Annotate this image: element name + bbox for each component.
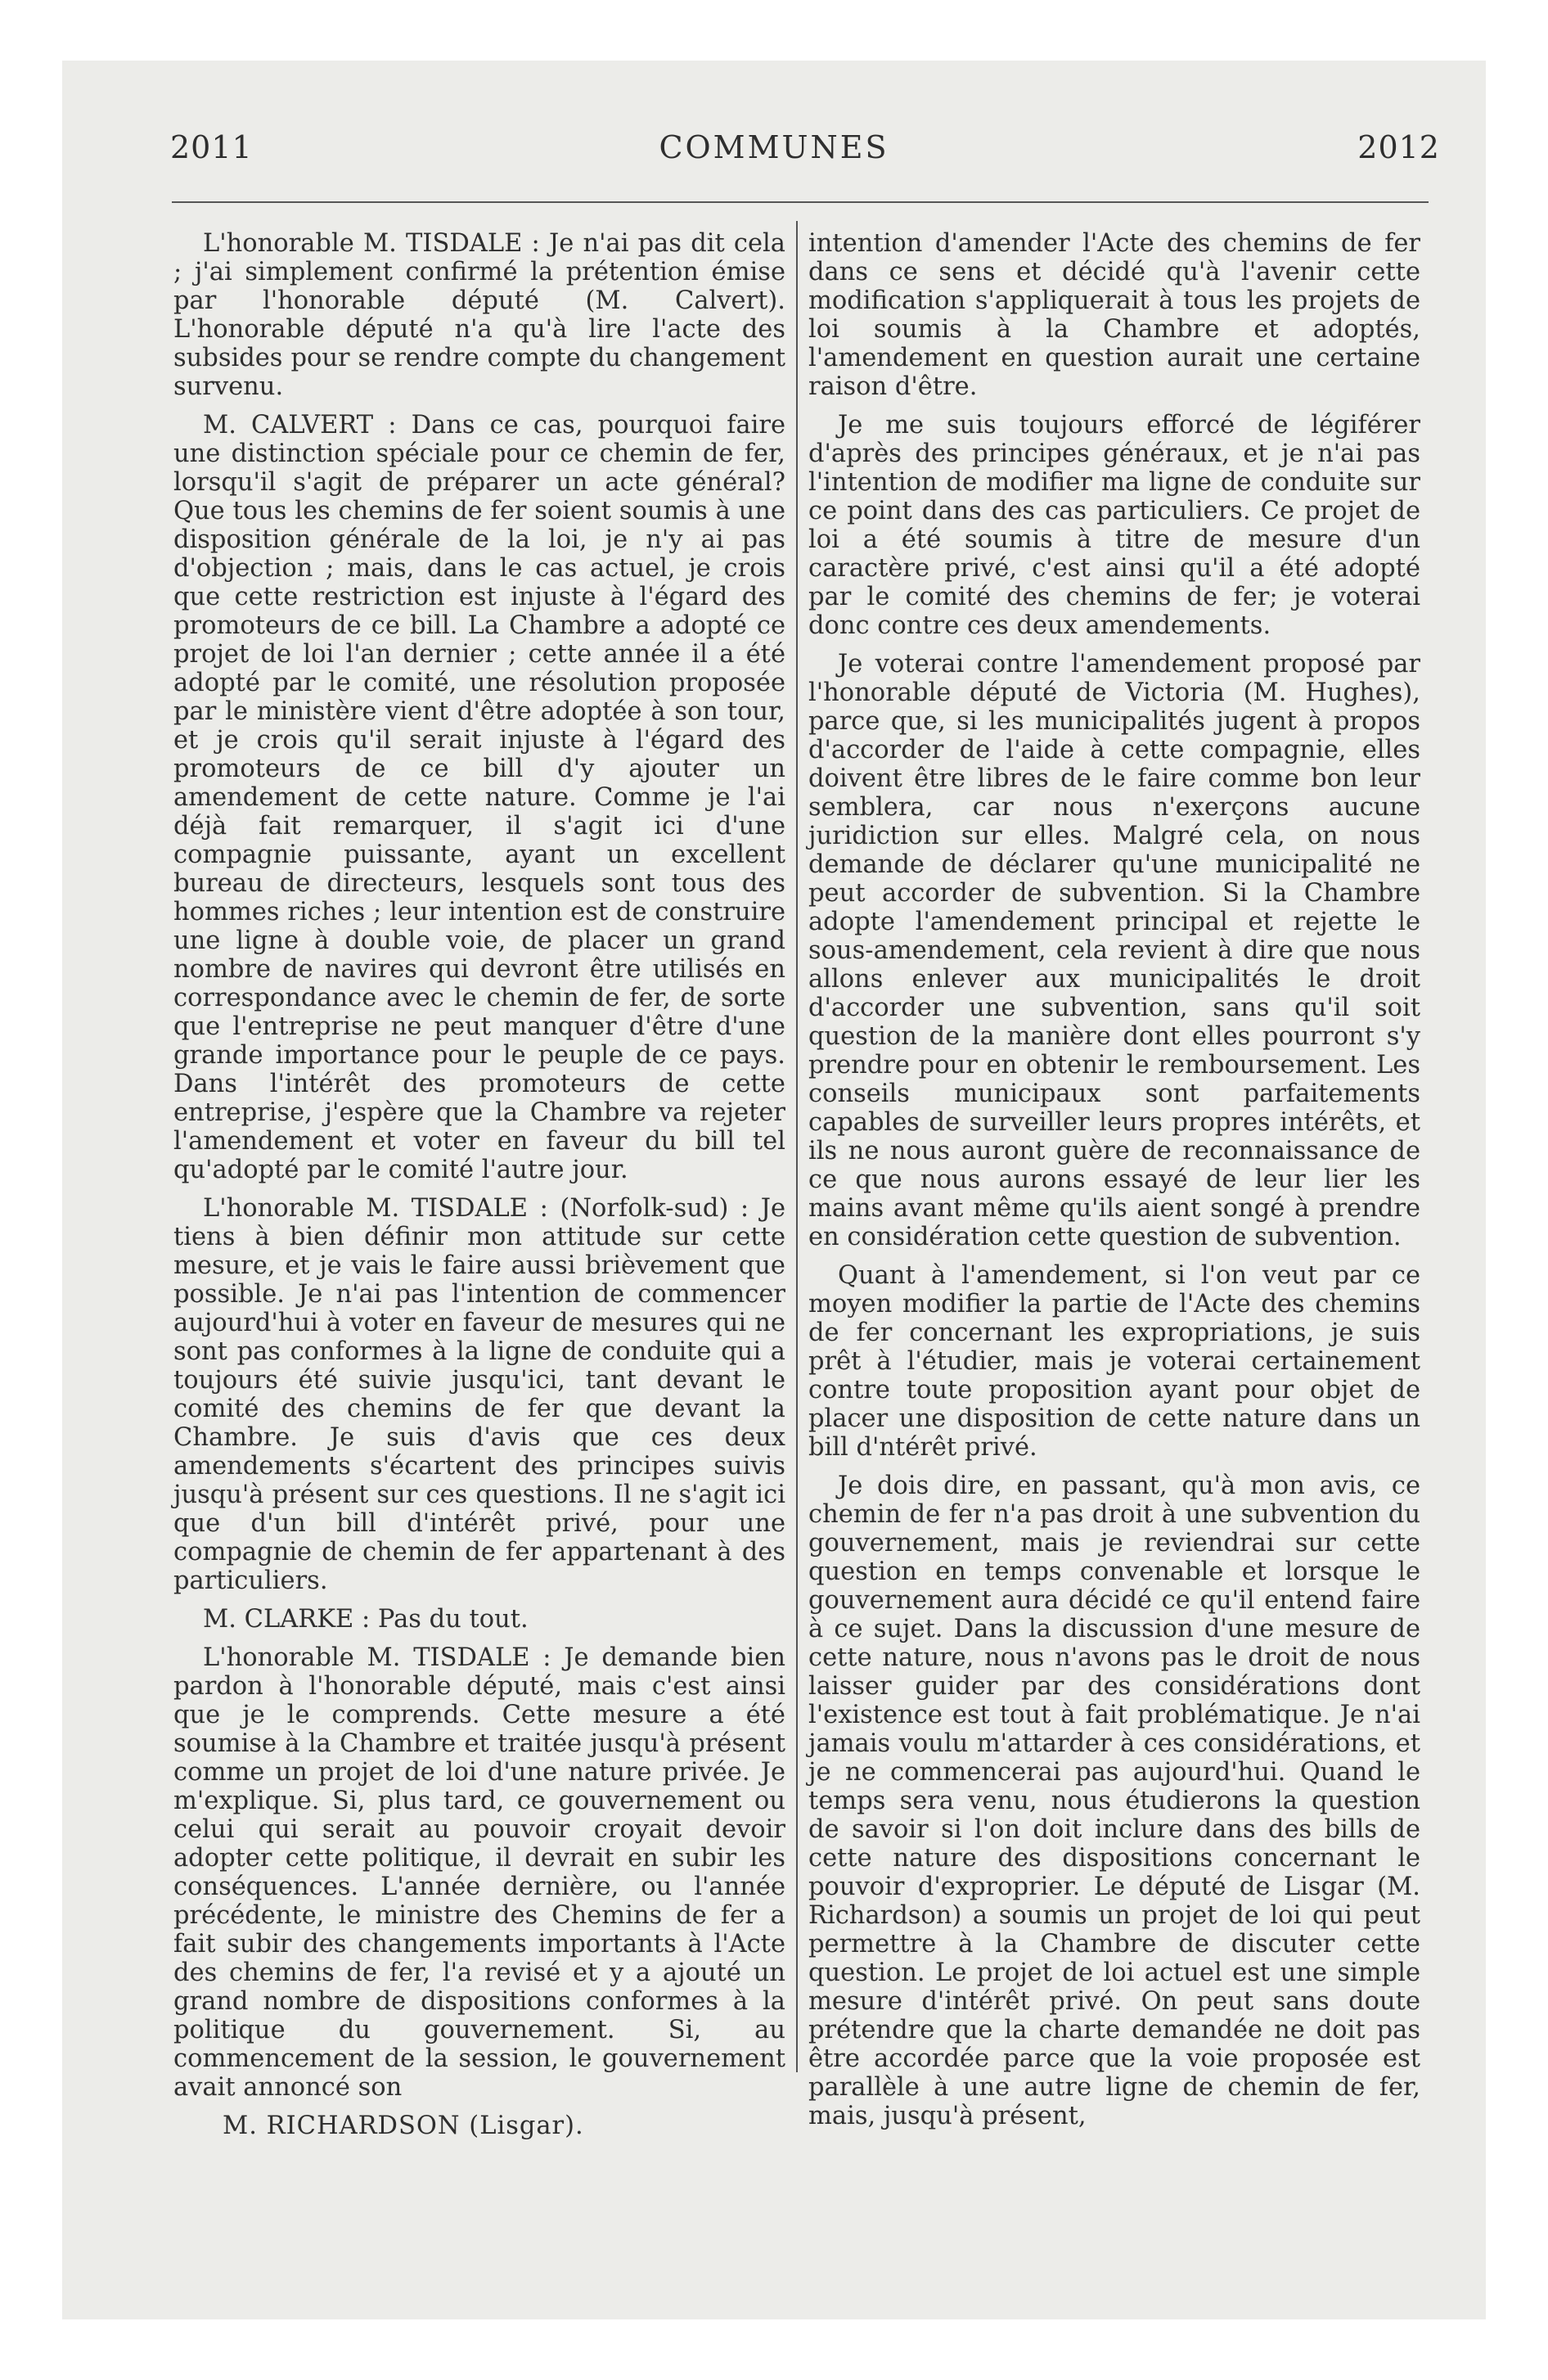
right-column (808, 229, 1420, 2140)
paragraph: L'honorable M. TISDALE : (Norfolk-sud) : Je tiens à bien définir mon attitude sur cette mesure, et je vais le faire aussi brièvement que possible. Je n'ai pas l'intention de commencer aujourd'hui à voter en faveur de mesures qui ne sont pas conformes à la ligne de conduite qui a toujours été suivie jusqu'ici, tant devant le comité des chemins de fer que devant la Chambre. Je suis d'avis que ces deux amendements s'écartent des principes suivis jusqu'à présent sur ces questions. Il ne s'agit ici que d'un bill d'intérêt privé, pour une compagnie de chemin de fer appartenant à des particuliers. (173, 1194, 785, 1595)
page-footer-speaker: M. RICHARDSON (Lisgar). (223, 2112, 584, 2140)
paragraph: M. CLARKE : Pas du tout. (203, 1605, 529, 1634)
page-title: COMMUNES (659, 129, 889, 165)
paragraph: Je me suis toujours efforcé de légiférer d'après des principes généraux, et je n'ai pas l'intention de modifier ma ligne de conduite sur ce point dans des cas particuliers. Ce projet de loi a été soumis à titre de mesure d'un caractère privé, c'est ainsi qu'il a été adopté par le comité des chemins de fer; je voterai donc contre ces deux amendements. (808, 411, 1420, 640)
column-divider (796, 221, 798, 2072)
paragraph: Je dois dire, en passant, qu'à mon avis, ce chemin de fer n'a pas droit à une subvention du gouvernement, mais je reviendrai sur cette question en temps convenable et lorsque le gouvernement aura décidé ce qu'il entend faire à ce sujet. Dans la discussion d'une mesure de cette nature, nous n'avons pas le droit de nous laisser guider par des considérations dont l'existence est tout à fait problématique. Je n'ai jamais voulu m'attarder à ces considérations, et je ne commencerai pas aujourd'hui. Quand le temps sera venu, nous étudierons la question de savoir si l'on doit inclure dans des bills de cette nature des dispositions concernant le pouvoir d'exproprier. Le député de Lisgar (M. Richardson) a soumis un projet de loi qui peut permettre à la Chambre de discuter cette question. Le projet de loi actuel est une simple mesure d'intérêt privé. On peut sans doute prétendre que la charte demandée ne doit pas être accordée parce que la voie proposée est parallèle à une autre ligne de chemin de fer, mais, jusqu'à présent, (808, 1472, 1420, 2130)
page-number-right: 2012 (1357, 129, 1440, 165)
page-header (108, 129, 1440, 170)
page-number-left: 2011 (170, 129, 253, 165)
left-column (173, 229, 785, 2140)
paragraph: M. CALVERT : Dans ce cas, pourquoi faire une distinction spéciale pour ce chemin de fer, lorsqu'il s'agit de préparer un acte général? Que tous les chemins de fer soient soumis à une disposition générale de la loi, je n'y ai pas d'objection ; mais, dans le cas actuel, je crois que cette restriction est injuste à l'égard des promoteurs de ce bill. La Chambre a adopté ce projet de loi l'an dernier ; cette année il a été adopté par le comité, une résolution proposée par le ministère vient d'être adoptée à son tour, et je crois qu'il serait injuste à l'égard des promoteurs de ce bill d'y ajouter un amendement de cette nature. Comme je l'ai déjà fait remarquer, il s'agit ici d'une compagnie puissante, ayant un excellent bureau de directeurs, lesquels sont tous des hommes riches ; leur intention est de construire une ligne à double voie, de placer un grand nombre de navires qui devront être utilisés en correspondance avec le chemin de fer, de sorte que l'entreprise ne peut manquer d'être d'une grande importance pour le peuple de ce pays. Dans l'intérêt des promoteurs de cette entreprise, j'espère que la Chambre va rejeter l'amendement et voter en faveur du bill tel qu'adopté par le comité l'autre jour. (173, 411, 785, 1184)
paragraph: L'honorable M. TISDALE : Je n'ai pas dit cela ; j'ai simplement confirmé la prétention émise par l'honorable député (M. Calvert). L'honorable député n'a qu'à lire l'acte des subsides pour se rendre compte du changement survenu. (173, 229, 785, 401)
paragraph: intention d'amender l'Acte des chemins de fer dans ce sens et décidé qu'à l'avenir cette modification s'appliquerait à tous les projets de loi soumis à la Chambre et adoptés, l'amendement en question aurait une certaine raison d'être. (808, 229, 1420, 401)
header-rule (172, 201, 1429, 203)
paragraph: Quant à l'amendement, si l'on veut par ce moyen modifier la partie de l'Acte des chemins de fer concernant les expropriations, je suis prêt à l'étudier, mais je voterai certainement contre toute proposition ayant pour objet de placer une disposition de cette nature dans un bill d'ntérêt privé. (808, 1261, 1420, 1462)
paragraph: L'honorable M. TISDALE : Je demande bien pardon à l'honorable député, mais c'est ainsi que je le comprends. Cette mesure a été soumise à la Chambre et traitée jusqu'à présent comme un projet de loi d'une nature privée. Je m'explique. Si, plus tard, ce gouvernement ou celui qui serait au pouvoir croyait devoir adopter cette politique, il devrait en subir les conséquences. L'année dernière, ou l'année précédente, le ministre des Chemins de fer a fait subir des changements importants à l'Acte des chemins de fer, l'a revisé et y a ajouté un grand nombre de dispositions conformes à la politique du gouvernement. Si, au commencement de la session, le gouvernement avait annoncé son (173, 1643, 785, 2102)
paragraph: Je voterai contre l'amendement proposé par l'honorable député de Victoria (M. Hughes), parce que, si les municipalités jugent à propos d'accorder de l'aide à cette compagnie, elles doivent être libres de le faire comme bon leur semblera, car nous n'exerçons aucune juridiction sur elles. Malgré cela, on nous demande de déclarer qu'une municipalité ne peut accorder de subvention. Si la Chambre adopte l'amendement principal et rejette le sous-amendement, cela revient à dire que nous allons enlever aux municipalités le droit d'accorder une subvention, sans qu'il soit question de la manière dont elles pourront s'y prendre pour en obtenir le remboursement. Les conseils municipaux sont parfaitements capables de surveiller leurs propres intérêts, et ils ne nous auront guère de reconnaissance de ce que nous aurons essayé de leur lier les mains avant même qu'ils aient songé à prendre en considération cette question de subvention. (808, 650, 1420, 1251)
